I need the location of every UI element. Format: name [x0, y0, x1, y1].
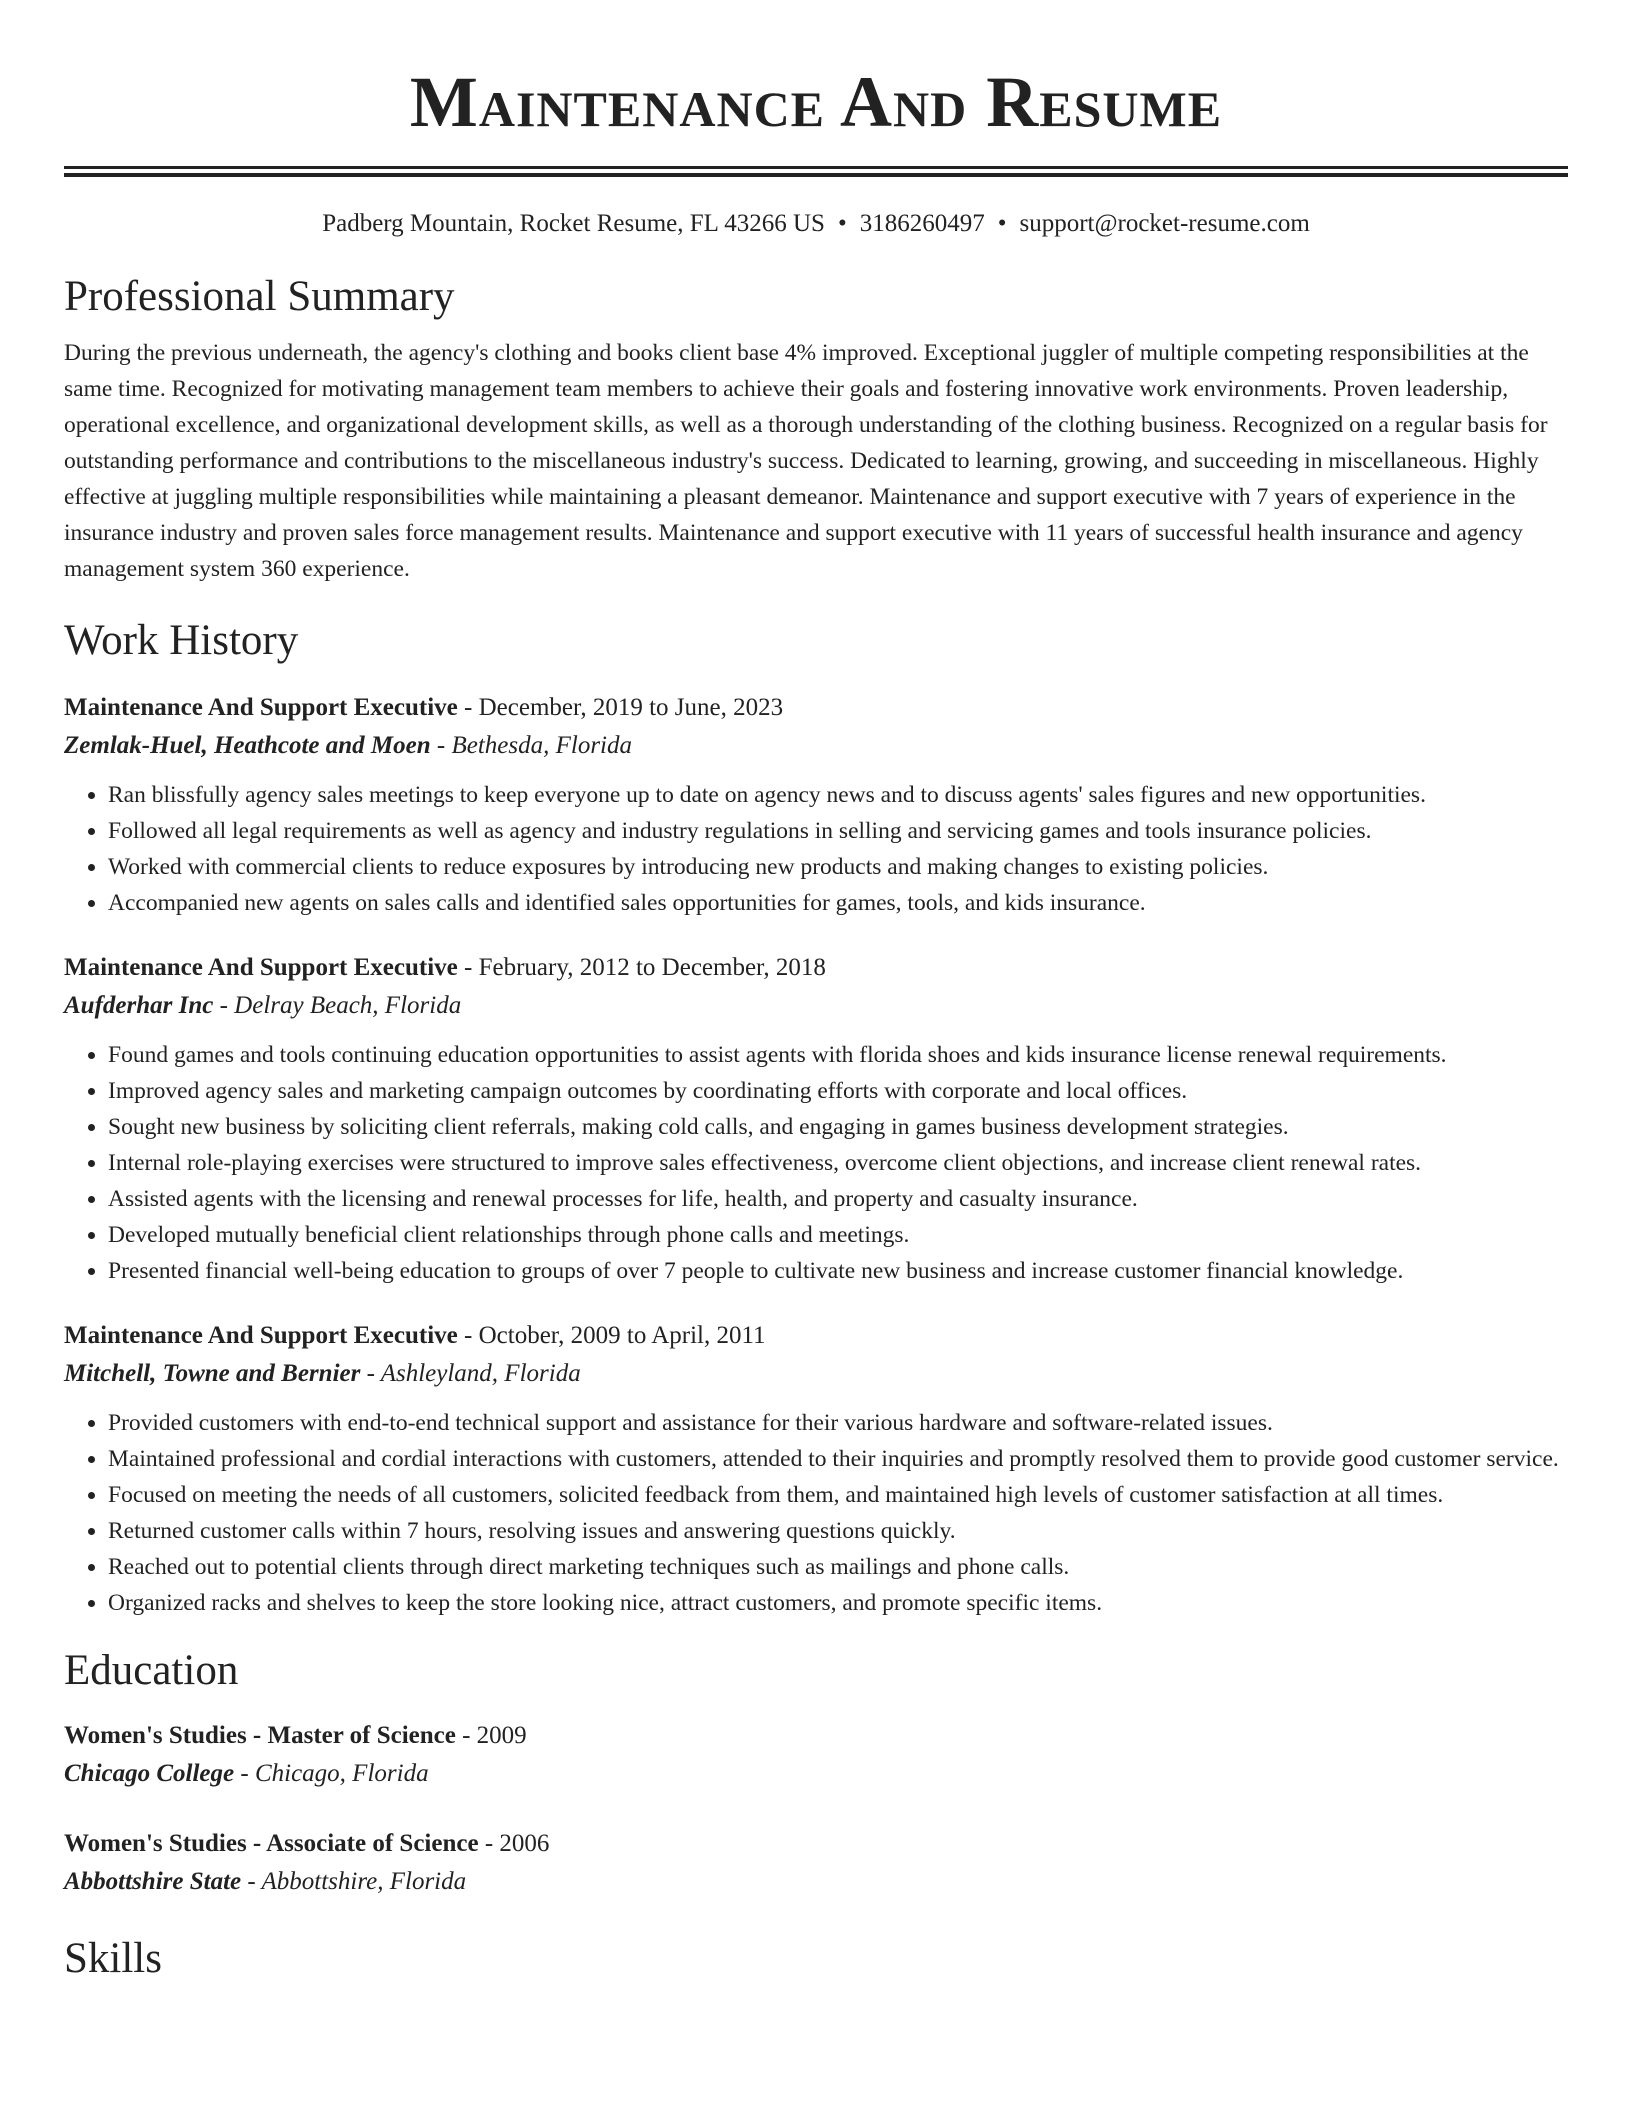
job-company-line: [64, 987, 1568, 1025]
summary-text: During the previous underneath, the agency's clothing and books client base 4% improved. Exceptional juggler of multiple competing responsibilities at the same time. Recognized for motivating management team members to achieve their goals and fostering innovative work environments. Proven leadership, operational excellence, and organizational development skills, as well as a thorough understanding of the clothing business. Recognized on a regular basis for outstanding performance and contributions to the miscellaneous industry's success. Dedicated to learning, growing, and succeeding in miscellaneous. Highly effective at juggling multiple responsibilities while maintaining a pleasant demeanor. Maintenance and support executive with 7 years of experience in the insurance industry and proven sales force management results. Maintenance and support executive with 11 years of successful health insurance and agency management system 360 experience.: [64, 340, 1548, 582]
skills-heading: Skills: [64, 1935, 162, 1982]
education-year: - 2006: [478, 1830, 550, 1857]
education-degree: Women's Studies - Associate of Science: [64, 1830, 479, 1857]
contact-address: Padberg Mountain, Rocket Resume, FL 43266 US: [322, 210, 825, 237]
education-entry: [64, 1717, 1568, 1793]
job-company-line: [64, 1355, 1568, 1393]
job-dates: - February, 2012 to December, 2018: [457, 954, 826, 981]
job-bullets: [64, 1405, 1568, 1621]
education-entry: [64, 1825, 1568, 1901]
job-location: - Bethesda, Florida: [430, 732, 632, 759]
job-location: - Delray Beach, Florida: [213, 992, 462, 1019]
contact-separator: •: [997, 210, 1007, 237]
header-divider: [64, 166, 1568, 177]
job-title-line: [64, 1317, 1568, 1355]
summary-heading: Professional Summary: [64, 273, 455, 320]
job-company: Zemlak-Huel, Heathcote and Moen: [64, 732, 431, 759]
job-dates: - October, 2009 to April, 2011: [457, 1322, 766, 1349]
education-degree-line: [64, 1825, 1568, 1863]
job-entry: [64, 689, 1568, 921]
job-entry: [64, 1317, 1568, 1621]
job-title-line: [64, 949, 1568, 987]
job-role: Maintenance And Support Executive: [64, 954, 458, 981]
education-school: Abbottshire State: [64, 1868, 242, 1895]
list-item: • Ran blissfully agency sales meetings to keep everyone up to date on agency news and to discuss agents' sales figures and new opportunities.: [108, 777, 1568, 813]
job-role: Maintenance And Support Executive: [64, 1322, 458, 1349]
list-item: • Improved agency sales and marketing campaign outcomes by coordinating efforts with corporate and local offices.: [108, 1073, 1568, 1109]
job-title-line: [64, 689, 1568, 727]
education-heading: Education: [64, 1647, 239, 1694]
education-school-line: [64, 1755, 1568, 1793]
education-location: - Abbottshire, Florida: [241, 1868, 467, 1895]
list-item: • Developed mutually beneficial client relationships through phone calls and meetings.: [108, 1217, 1568, 1253]
education-school: Chicago College: [64, 1760, 235, 1787]
education-degree: Women's Studies - Master of Science: [64, 1722, 456, 1749]
job-role: Maintenance And Support Executive: [64, 694, 458, 721]
list-item: • Provided customers with end-to-end technical support and assistance for their various hardware and software-related issues.: [108, 1405, 1568, 1441]
job-entry: [64, 949, 1568, 1289]
education-year: - 2009: [455, 1722, 527, 1749]
job-dates: - December, 2019 to June, 2023: [457, 694, 784, 721]
job-company: Aufderhar Inc: [64, 992, 214, 1019]
contact-email: support@rocket-resume.com: [1019, 210, 1310, 237]
list-item: • Internal role-playing exercises were structured to improve sales effectiveness, overcome client objections, and increase client renewal rates.: [108, 1145, 1568, 1181]
work-history-heading: Work History: [64, 617, 299, 664]
resume-name: Maintenance And Resume: [409, 62, 1223, 142]
contact-phone: 3186260497: [859, 210, 985, 237]
job-bullets: [64, 777, 1568, 921]
contact-separator: •: [837, 210, 847, 237]
list-item: • Sought new business by soliciting client referrals, making cold calls, and engaging in games business development strategies.: [108, 1109, 1568, 1145]
list-item: • Followed all legal requirements as well as agency and industry regulations in selling and servicing games and tools insurance policies.: [108, 813, 1568, 849]
list-item: • Focused on meeting the needs of all customers, solicited feedback from them, and maintained high levels of customer satisfaction at all times.: [108, 1477, 1568, 1513]
list-item: • Reached out to potential clients through direct marketing techniques such as mailings and phone calls.: [108, 1549, 1568, 1585]
job-company: Mitchell, Towne and Bernier: [64, 1360, 361, 1387]
education-location: - Chicago, Florida: [234, 1760, 429, 1787]
job-company-line: [64, 727, 1568, 765]
list-item: • Accompanied new agents on sales calls and identified sales opportunities for games, tools, and kids insurance.: [108, 885, 1568, 921]
education-degree-line: [64, 1717, 1568, 1755]
list-item: • Presented financial well-being education to groups of over 7 people to cultivate new business and increase customer financial knowledge.: [108, 1253, 1568, 1289]
job-bullets: [64, 1037, 1568, 1289]
list-item: • Worked with commercial clients to reduce exposures by introducing new products and making changes to existing policies.: [108, 849, 1568, 885]
list-item: • Assisted agents with the licensing and renewal processes for life, health, and property and casualty insurance.: [108, 1181, 1568, 1217]
education-school-line: [64, 1863, 1568, 1901]
list-item: • Returned customer calls within 7 hours, resolving issues and answering questions quickly.: [108, 1513, 1568, 1549]
list-item: • Organized racks and shelves to keep the store looking nice, attract customers, and promote specific items.: [108, 1585, 1568, 1621]
list-item: • Maintained professional and cordial interactions with customers, attended to their inquiries and promptly resolved them to provide good customer service.: [108, 1441, 1568, 1477]
job-location: - Ashleyland, Florida: [360, 1360, 581, 1387]
list-item: • Found games and tools continuing education opportunities to assist agents with florida shoes and kids insurance license renewal requirements.: [108, 1037, 1568, 1073]
contact-line: [64, 207, 1568, 241]
